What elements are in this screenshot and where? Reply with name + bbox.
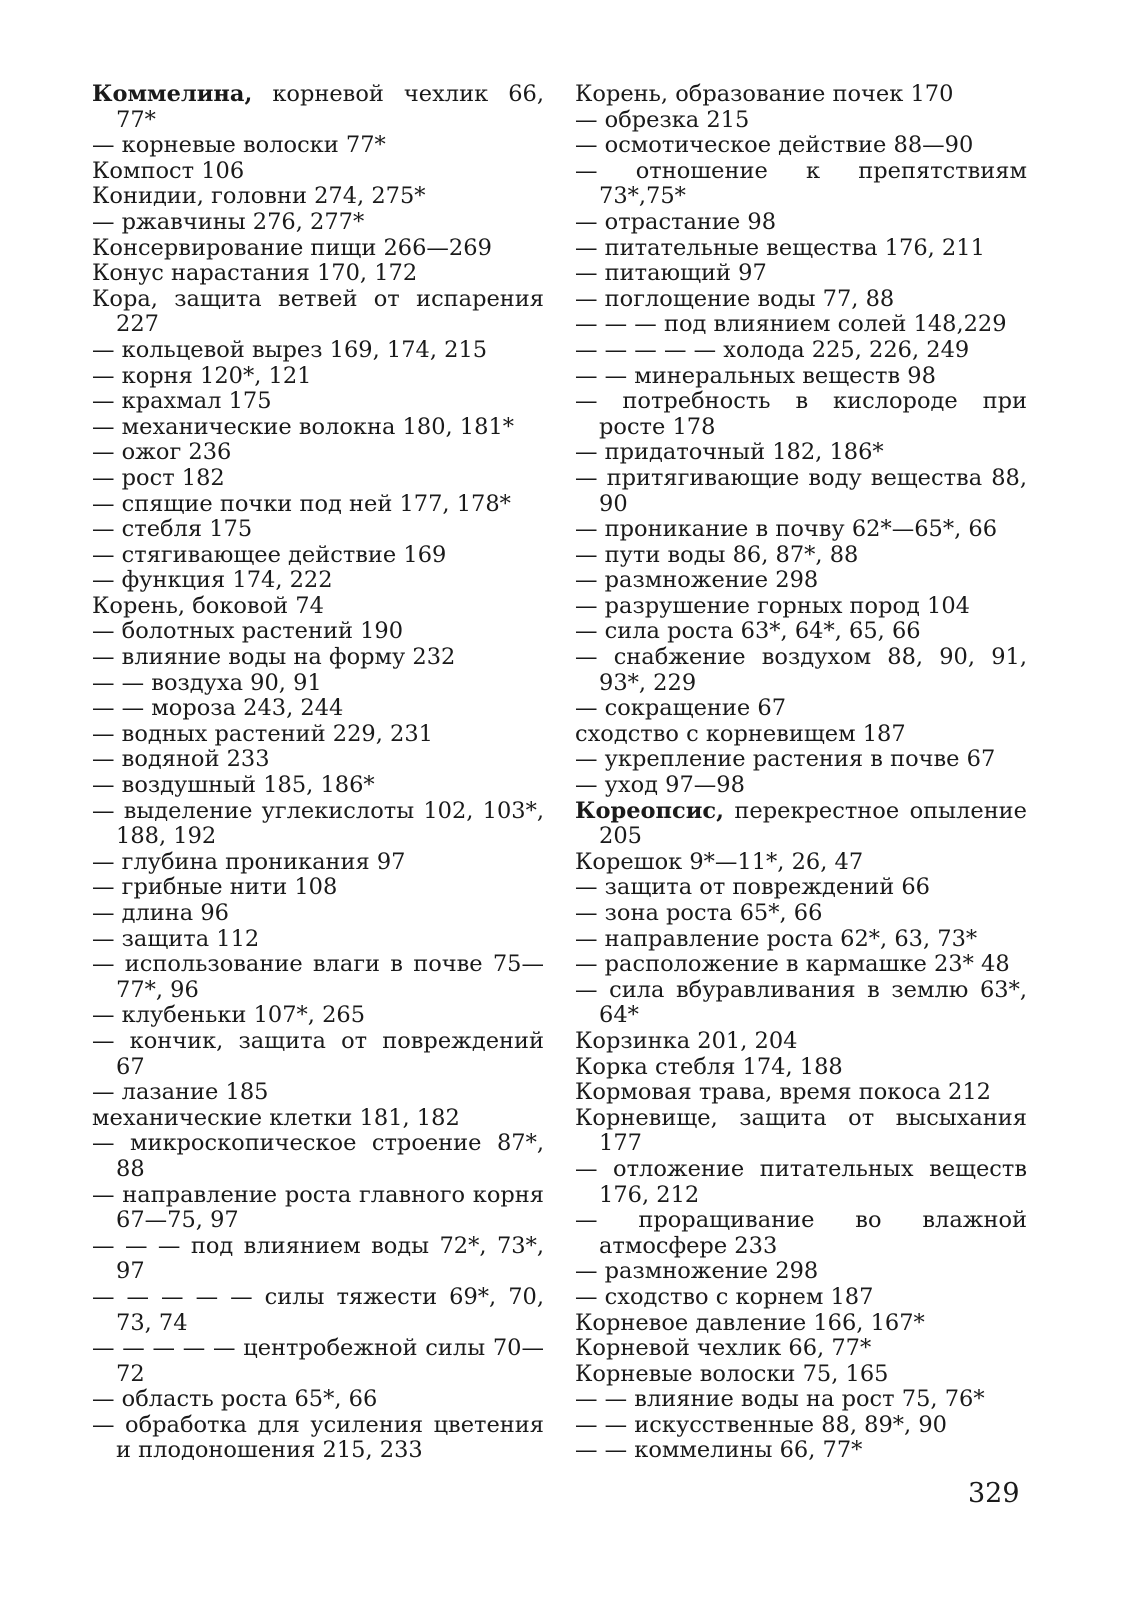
index-entry-text: — снабжение воздухом 88, 90, 91, 93*, 229 bbox=[575, 644, 1035, 696]
index-entry-text: — сходство с корнем 187 bbox=[575, 1283, 874, 1310]
index-entry-text: — сила роста 63*, 64*, 65, 66 bbox=[575, 618, 921, 645]
index-entry bbox=[575, 1311, 1027, 1337]
index-entry bbox=[92, 901, 544, 927]
index-entry bbox=[92, 797, 552, 850]
index-entry bbox=[92, 1080, 544, 1106]
index-entry bbox=[92, 1181, 552, 1234]
index-entry-text: — проникание в почву 62*—65*, 66 bbox=[575, 516, 998, 543]
index-entry bbox=[575, 1362, 1027, 1388]
index-entry bbox=[575, 952, 1027, 978]
index-entry bbox=[92, 261, 544, 287]
index-entry-text: — — — под влиянием солей 148,229 bbox=[575, 311, 1007, 338]
index-entry bbox=[575, 1259, 1027, 1285]
index-entry-text: — — коммелины 66, 77* bbox=[575, 1437, 863, 1464]
index-entry bbox=[92, 492, 544, 518]
index-entry-text: — лазание 185 bbox=[92, 1079, 269, 1106]
index-entry bbox=[92, 517, 544, 543]
index-entry-text: Конус нарастания 170, 172 bbox=[92, 260, 418, 287]
index-entry-text: — обрезка 215 bbox=[575, 106, 750, 133]
index-entry-text: Консервирование пищи 266—269 bbox=[92, 234, 492, 261]
index-entry-text: — — — — — центробежной силы 70—72 bbox=[92, 1335, 544, 1387]
index-entry-text: — размножение 298 bbox=[575, 567, 819, 594]
index-entry-text: Корка стебля 174, 188 bbox=[575, 1053, 843, 1080]
index-entry-text: — область роста 65*, 66 bbox=[92, 1386, 378, 1413]
page-number: 329 bbox=[968, 1478, 1020, 1509]
index-entry-text: — — — — — холода 225, 226, 249 bbox=[575, 336, 970, 363]
index-entry bbox=[575, 1438, 1027, 1464]
index-entry-text: Корешок 9*—11*, 26, 47 bbox=[575, 848, 864, 875]
index-entry-text: Корзинка 201, 204 bbox=[575, 1027, 798, 1054]
index-headword: Кореопсис, bbox=[575, 797, 724, 824]
index-entry-text: — сокращение 67 bbox=[575, 695, 787, 722]
index-entry bbox=[575, 312, 1027, 338]
index-entry bbox=[92, 747, 544, 773]
index-entry bbox=[575, 133, 1027, 159]
index-entry-text: — расположение в кармашке 23* 48 bbox=[575, 951, 1010, 978]
index-entry-text: — глубина проникания 97 bbox=[92, 848, 406, 875]
index-entry bbox=[575, 261, 1027, 287]
index-entry bbox=[575, 696, 1027, 722]
index-entry-text: — корня 120*, 121 bbox=[92, 362, 312, 389]
index-entry-text: — воздушный 185, 186* bbox=[92, 772, 375, 799]
index-entry bbox=[92, 543, 544, 569]
index-entry bbox=[575, 1055, 1027, 1081]
index-entry-text: механические клетки 181, 182 bbox=[92, 1104, 460, 1131]
index-entry bbox=[92, 568, 544, 594]
index-entry bbox=[92, 1336, 544, 1387]
index-entry-text: — функция 174, 222 bbox=[92, 567, 333, 594]
index-entry-text: — влияние воды на форму 232 bbox=[92, 644, 456, 671]
index-entry-text: — рост 182 bbox=[92, 464, 225, 491]
index-entry bbox=[575, 619, 1027, 645]
index-entry bbox=[92, 927, 544, 953]
index-entry bbox=[92, 645, 544, 671]
index-entry-text: — обработка для усиления цветения и плодоношения 215, 233 bbox=[92, 1411, 552, 1464]
index-entry bbox=[575, 976, 1035, 1029]
index-entry-text: — — воздуха 90, 91 bbox=[92, 669, 322, 696]
index-entry bbox=[575, 1387, 1027, 1413]
index-entry-text: сходство с корневищем 187 bbox=[575, 720, 906, 747]
index-entry bbox=[92, 81, 552, 133]
index-entry-text: — поглощение воды 77, 88 bbox=[575, 285, 895, 312]
index-entry bbox=[92, 850, 544, 876]
index-entry bbox=[92, 210, 544, 236]
index-entry bbox=[575, 1155, 1035, 1208]
index-entry bbox=[575, 901, 1027, 927]
index-entry bbox=[575, 1080, 1027, 1106]
index-entry bbox=[92, 1130, 552, 1182]
index-entry bbox=[92, 415, 544, 441]
index-entry-text: — зона роста 65*, 66 bbox=[575, 900, 823, 926]
index-entry-text: — стягивающее действие 169 bbox=[92, 541, 447, 568]
index-entry-text: Конидии, головни 274, 275* bbox=[92, 183, 426, 210]
index-entry-text: — сила вбуравливания в землю 63*, 64* bbox=[575, 976, 1035, 1029]
index-entry-text: — — влияние воды на рост 75, 76* bbox=[575, 1386, 985, 1413]
index-entry bbox=[92, 1283, 552, 1336]
index-entry bbox=[92, 875, 544, 901]
index-entry bbox=[92, 1232, 552, 1285]
index-entry-text: — уход 97—98 bbox=[575, 772, 745, 799]
index-entry bbox=[575, 875, 1027, 901]
index-entry bbox=[575, 747, 1027, 773]
index-entry-text: — — — под влиянием воды 72*, 73*, 97 bbox=[92, 1232, 552, 1285]
index-headword: Коммелина, bbox=[92, 81, 253, 107]
index-entry-text: корневой чехлик 66, 77* bbox=[116, 81, 552, 133]
index-entry-text: — — — — — силы тяжести 69*, 70, 73, 74 bbox=[92, 1283, 552, 1336]
index-entry-text: — отрастание 98 bbox=[575, 208, 777, 235]
index-entry-text: — длина 96 bbox=[92, 900, 229, 926]
index-entry-text: перекрестное опыление 205 bbox=[599, 797, 1035, 850]
index-entry-text: — питающий 97 bbox=[575, 260, 767, 287]
index-entry bbox=[92, 1106, 544, 1132]
index-entry bbox=[575, 1207, 1035, 1259]
index-entry bbox=[575, 210, 1027, 236]
index-entry bbox=[92, 236, 544, 262]
index-entry-text: — спящие почки под ней 177, 178* bbox=[92, 490, 511, 517]
index-entry bbox=[575, 1336, 1027, 1362]
index-entry bbox=[575, 236, 1027, 262]
index-entry-text: — болотных растений 190 bbox=[92, 618, 404, 645]
index-entry bbox=[92, 671, 544, 697]
index-entry-text: — ржавчины 276, 277* bbox=[92, 208, 365, 235]
index-entry-text: — притягивающие воду вещества 88, 90 bbox=[575, 464, 1035, 517]
index-column-right bbox=[575, 81, 1035, 1464]
index-entry bbox=[575, 543, 1027, 569]
index-entry bbox=[575, 850, 1027, 876]
index-entry-text: — разрушение горных пород 104 bbox=[575, 592, 971, 619]
index-entry-text: — — мороза 243, 244 bbox=[92, 695, 344, 722]
index-entry-text: — защита 112 bbox=[92, 925, 260, 952]
index-entry-text: Компост 106 bbox=[92, 157, 245, 184]
index-entry bbox=[575, 594, 1027, 620]
index-entry-text: — крахмал 175 bbox=[92, 388, 272, 415]
index-entry bbox=[575, 287, 1027, 313]
index-entry bbox=[575, 1285, 1027, 1311]
index-entry-text: — — искусственные 88, 89*, 90 bbox=[575, 1411, 947, 1438]
index-entry bbox=[575, 568, 1027, 594]
index-entry bbox=[92, 364, 544, 390]
index-entry bbox=[575, 927, 1027, 953]
index-entry-text: — клубеньки 107*, 265 bbox=[92, 1002, 366, 1029]
index-entry-text: — защита от повреждений 66 bbox=[575, 874, 930, 901]
index-entry bbox=[92, 1027, 552, 1080]
index-entry-text: Кормовая трава, время покоса 212 bbox=[575, 1079, 991, 1106]
index-entry bbox=[575, 440, 1027, 466]
index-entry bbox=[575, 338, 1027, 364]
index-entry bbox=[92, 466, 544, 492]
index-entry-text: Корневой чехлик 66, 77* bbox=[575, 1335, 872, 1362]
index-entry bbox=[92, 389, 544, 415]
index-entry-text: — потребность в кислороде при росте 178 bbox=[575, 388, 1035, 440]
index-entry bbox=[575, 464, 1035, 517]
index-entry bbox=[92, 285, 552, 338]
index-entry bbox=[575, 388, 1035, 440]
index-entry-text: Корневые волоски 75, 165 bbox=[575, 1360, 889, 1387]
index-entry-text: — стебля 175 bbox=[92, 516, 253, 543]
index-entry bbox=[575, 722, 1027, 748]
index-entry bbox=[92, 773, 544, 799]
index-entry-text: — выделение углекислоты 102, 103*, 188, 192 bbox=[92, 797, 552, 850]
index-entry bbox=[92, 1411, 552, 1464]
index-entry-text: — питательные вещества 176, 211 bbox=[575, 234, 985, 261]
index-entry-text: — водных растений 229, 231 bbox=[92, 720, 433, 747]
index-entry-text: — — минеральных веществ 98 bbox=[575, 362, 936, 389]
index-entry-text: — отложение питательных веществ 176, 212 bbox=[575, 1155, 1035, 1208]
index-entry bbox=[575, 108, 1027, 134]
index-entry-text: — грибные нити 108 bbox=[92, 874, 338, 901]
index-entry-text: — кольцевой вырез 169, 174, 215 bbox=[92, 336, 488, 363]
index-entry bbox=[92, 1387, 544, 1413]
index-entry-text: — размножение 298 bbox=[575, 1258, 819, 1285]
index-entry bbox=[92, 619, 544, 645]
index-entry-text: — осмотическое действие 88—90 bbox=[575, 132, 974, 159]
index-entry bbox=[575, 157, 1035, 210]
index-entry-text: — корневые волоски 77* bbox=[92, 132, 386, 159]
index-entry-text: Кора, защита ветвей от испарения 227 bbox=[92, 285, 552, 338]
index-entry bbox=[92, 184, 544, 210]
index-entry bbox=[92, 952, 544, 1003]
index-entry bbox=[92, 338, 544, 364]
index-entry bbox=[575, 517, 1027, 543]
index-entry bbox=[575, 797, 1035, 850]
index-entry bbox=[575, 644, 1035, 696]
index-entry bbox=[92, 159, 544, 185]
index-entry-text: Корневое давление 166, 167* bbox=[575, 1309, 925, 1336]
index-entry bbox=[575, 1029, 1027, 1055]
index-entry bbox=[575, 1413, 1027, 1439]
index-entry-text: — пути воды 86, 87*, 88 bbox=[575, 541, 859, 568]
index-entry-text: — укрепление растения в почве 67 bbox=[575, 746, 996, 773]
index-entry-text: — использование влаги в почве 75—77*, 96 bbox=[92, 951, 544, 1003]
index-entry-text: — кончик, защита от повреждений 67 bbox=[92, 1027, 552, 1080]
index-entry-text: — направление роста 62*, 63, 73* bbox=[575, 925, 978, 952]
index-entry bbox=[92, 696, 544, 722]
index-entry bbox=[92, 722, 544, 748]
index-entry-text: Корень, боковой 74 bbox=[92, 592, 324, 619]
index-entry bbox=[575, 1104, 1035, 1157]
index-entry bbox=[92, 594, 544, 620]
index-entry bbox=[575, 82, 1027, 108]
index-entry bbox=[92, 1003, 544, 1029]
index-entry-text: — придаточный 182, 186* bbox=[575, 439, 884, 466]
index-entry-text: — направление роста главного корня 67—75, 97 bbox=[92, 1181, 552, 1234]
index-entry bbox=[575, 364, 1027, 390]
index-entry-text: — отношение к препятствиям 73*,75* bbox=[575, 157, 1035, 210]
index-entry-text: — микроскопическое строение 87*, 88 bbox=[92, 1130, 552, 1182]
index-entry-text: — механические волокна 180, 181* bbox=[92, 413, 515, 440]
index-entry-text: Корневище, защита от высыхания 177 bbox=[575, 1104, 1035, 1157]
index-entry-text: — проращивание во влажной атмосфере 233 bbox=[575, 1207, 1035, 1259]
index-column-left bbox=[92, 81, 552, 1464]
index-entry bbox=[92, 133, 544, 159]
index-entry bbox=[92, 440, 544, 466]
index-entry bbox=[575, 773, 1027, 799]
index-entry-text: — ожог 236 bbox=[92, 439, 232, 466]
index-entry-text: — водяной 233 bbox=[92, 746, 270, 773]
index-entry-text: Корень, образование почек 170 bbox=[575, 81, 954, 107]
